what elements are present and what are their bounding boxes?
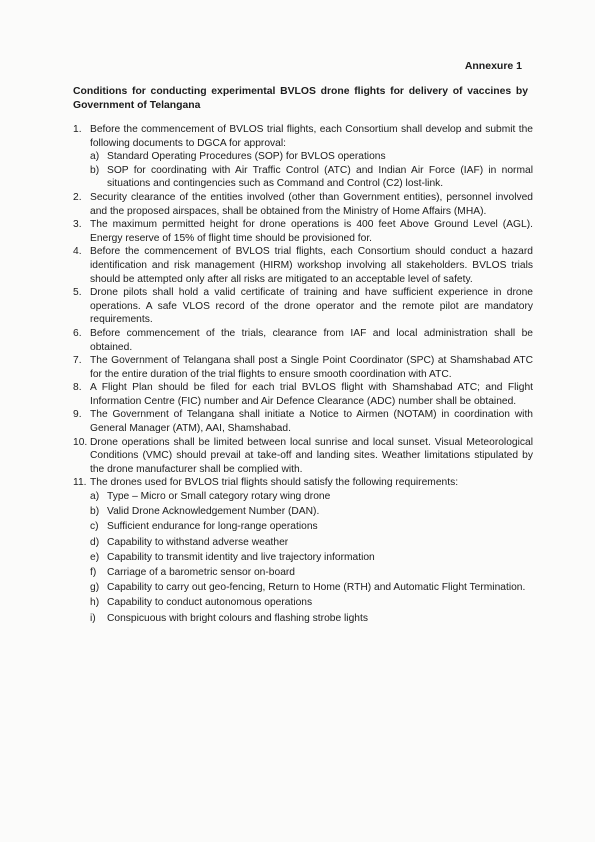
item-number: 3. <box>73 219 82 231</box>
item-text: Before the commencement of BVLOS trial flights, each Consortium shall develop and submit the following documents to DGCA for approval: <box>90 124 533 149</box>
sub-item-text: Capability to withstand adverse weather <box>107 536 289 548</box>
document-title: Conditions for conducting experimental BVLOS drone flights for delivery of vaccines by Government of Telangana <box>73 86 528 111</box>
condition-item <box>73 381 533 408</box>
item-text: The Government of Telangana shall post a Single Point Coordinator (SPC) at Shamshabad ATC for the entire duration of the trial flights to ensure smooth coordination with ATC. <box>90 355 533 380</box>
sub-item <box>73 164 533 191</box>
item-number: 9. <box>73 409 82 421</box>
sub-item-letter: a) <box>90 491 100 503</box>
item-text: Drone pilots shall hold a valid certificate of training and have sufficient experience in drone operations. A safe VLOS record of the drone operator and the remote pilot are mandatory requirements. <box>90 287 533 326</box>
sub-item <box>73 566 533 580</box>
condition-item <box>73 354 533 381</box>
item-text: The drones used for BVLOS trial flights should satisfy the following requirements: <box>90 477 459 489</box>
sub-item <box>73 581 533 595</box>
item-number: 5. <box>73 287 82 299</box>
sub-item-text: Type – Micro or Small category rotary wing drone <box>107 491 331 503</box>
item-number: 4. <box>73 246 82 258</box>
condition-item <box>73 191 533 218</box>
sub-item <box>73 490 533 504</box>
condition-item <box>73 327 533 354</box>
item-text: A Flight Plan should be filed for each trial BVLOS flight with Shamshabad ATC; and Flight Information Centre (FIC) number and Air Defence Clearance (ADC) number shall be obtained. <box>90 382 533 407</box>
annexure-label: Annexure 1 <box>464 60 522 72</box>
condition-item <box>73 476 533 490</box>
sub-item-letter: b) <box>90 164 100 176</box>
sub-item-letter: b) <box>90 506 100 518</box>
sub-item-text: Valid Drone Acknowledgement Number (DAN). <box>107 506 320 518</box>
condition-item <box>73 408 533 435</box>
sub-item-text: Capability to carry out geo-fencing, Return to Home (RTH) and Automatic Flight Termination. <box>107 582 526 594</box>
sub-item-text: Sufficient endurance for long-range operations <box>107 521 318 533</box>
sub-item <box>73 505 533 519</box>
sub-item-letter: h) <box>90 597 100 609</box>
sub-item-letter: e) <box>90 551 100 563</box>
item-number: 8. <box>73 382 82 394</box>
item-number: 6. <box>73 327 82 339</box>
sub-item <box>73 596 533 610</box>
sub-item-letter: f) <box>90 566 97 578</box>
sub-item <box>73 612 533 626</box>
item-number: 7. <box>73 355 82 367</box>
sub-item-text: Standard Operating Procedures (SOP) for BVLOS operations <box>107 151 386 163</box>
sub-item <box>73 551 533 565</box>
sub-item-text: Conspicuous with bright colours and flashing strobe lights <box>107 612 368 624</box>
sub-item <box>73 536 533 550</box>
item-number: 1. <box>73 124 82 135</box>
sub-item-letter: c) <box>90 521 99 533</box>
condition-item <box>73 123 533 150</box>
sub-item-letter: i) <box>90 612 96 624</box>
sub-item-text: Carriage of a barometric sensor on-board <box>107 566 296 578</box>
sub-item-text: Capability to transmit identity and live trajectory information <box>107 551 375 563</box>
sub-item-letter: g) <box>90 582 100 594</box>
condition-item <box>73 218 533 245</box>
condition-item <box>73 245 533 286</box>
item-text: Before commencement of the trials, clearance from IAF and local administration shall be obtained. <box>90 327 533 353</box>
item-text: The maximum permitted height for drone operations is 400 feet Above Ground Level (AGL). Energy reserve of 15% of flight time should be provisioned for. <box>90 219 533 244</box>
sub-item <box>73 150 533 164</box>
conditions-list <box>73 123 533 625</box>
item-number: 2. <box>73 191 82 203</box>
condition-item <box>73 286 533 327</box>
condition-item <box>73 436 533 477</box>
item-text: Security clearance of the entities involved (other than Government entities), personnel involved and the proposed airspaces, shall be obtained from the Ministry of Home Affairs (MHA). <box>90 191 533 217</box>
sub-item-letter: d) <box>90 536 100 548</box>
item-text: Before the commencement of BVLOS trial flights, each Consortium should conduct a hazard identification and risk management (HIRM) workshop involving all stakeholders. BVLOS trials should be attempted only after all risks are mitigated to an acceptable level of safety. <box>90 246 533 285</box>
item-text: Drone operations shall be limited between local sunrise and local sunset. Visual Meteorological Conditions (VMC) should prevail at take-off and landing sites. Weather limitations stipulated by the drone manufacturer shall be complied with. <box>90 436 533 475</box>
sub-item-text: SOP for coordinating with Air Traffic Control (ATC) and Indian Air Force (IAF) in normal situations and contingencies such as Command and Control (C2) lost-link. <box>107 164 533 190</box>
item-number: 10. <box>73 436 88 448</box>
sub-item-letter: a) <box>90 151 100 163</box>
item-text: The Government of Telangana shall initiate a Notice to Airmen (NOTAM) in coordination with General Manager (ATM), AAI, Shamshabad. <box>90 409 533 435</box>
sub-item <box>73 520 533 534</box>
sub-item-text: Capability to conduct autonomous operations <box>107 597 313 609</box>
item-number: 11. <box>73 477 87 489</box>
